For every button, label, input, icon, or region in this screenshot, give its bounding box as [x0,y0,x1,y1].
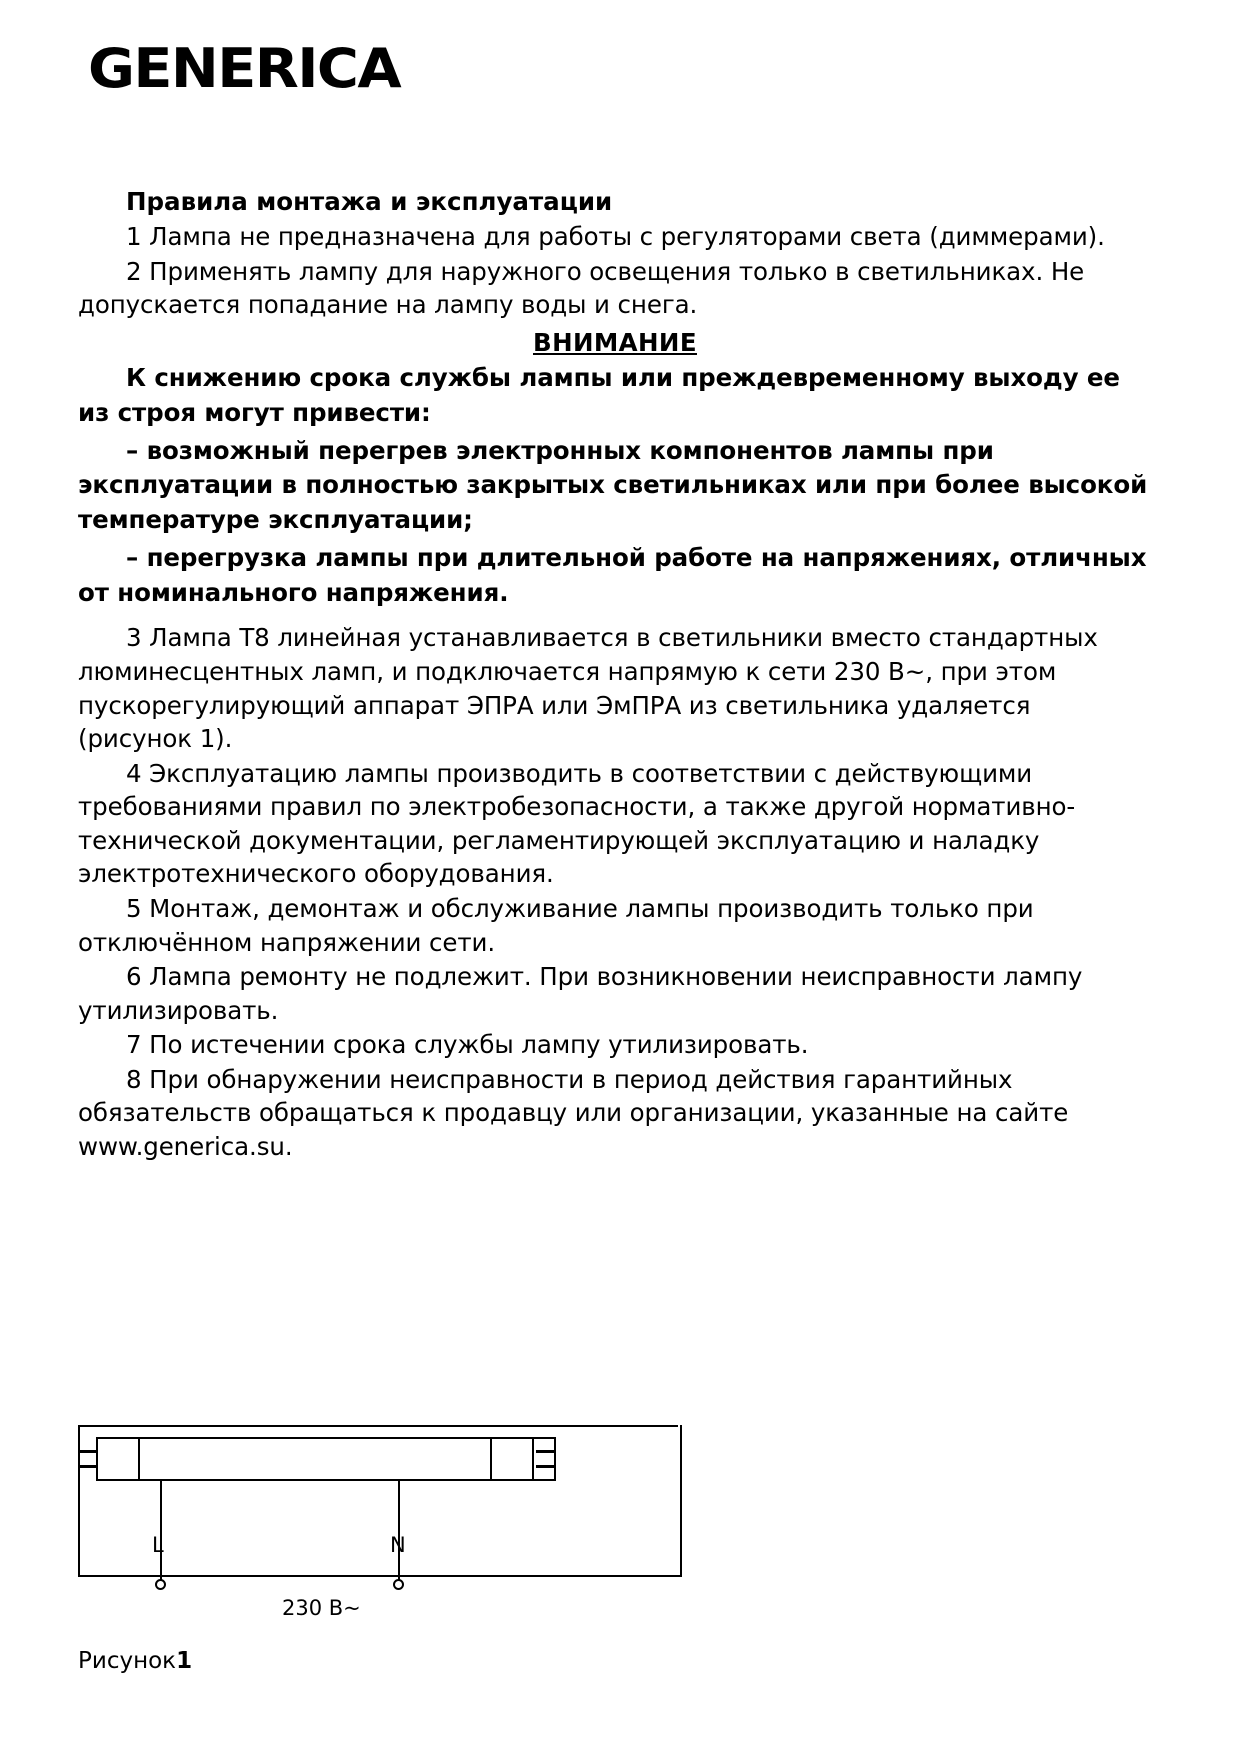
label-line-l: L [152,1533,164,1557]
attention-title: ВНИМАНИЕ [533,328,697,358]
terminal-n [393,1579,404,1590]
figure-caption-number: 1 [176,1648,193,1674]
tube-cap-right [490,1437,534,1481]
attention-bullet-2: – перегрузка лампы при длительной работе на напряжениях, отличных от номинального напряжения. [78,542,1147,607]
brand-logo: GENERICA [88,37,401,100]
rule-item-2: 2 Применять лампу для наружного освещения только в светильниках. Не допускается попадание на лампу воды и снега. [78,256,1085,320]
tube-pin-right-bottom [536,1465,556,1468]
document-body [78,186,1152,1164]
tube-pin-right-top [536,1450,556,1453]
attention-bullet-1: – возможный перегрев электронных компонентов лампы при эксплуатации в полностью закрытых светильниках или при более высокой температуре эксплуатации; [78,435,1148,535]
figure-caption-text: Рисунок [78,1648,177,1674]
tube-pin-left-top [78,1450,98,1453]
attention-lead: К снижению срока службы лампы или преждевременному выходу ее из строя могут привести: [78,363,1120,427]
lamp-tube-icon [78,1437,574,1481]
label-voltage: 230 В~ [282,1596,361,1620]
rule-item-1: 1 Лампа не предназначена для работы с регуляторами света (диммерами). [126,222,1105,252]
terminal-l [155,1579,166,1590]
tube-pin-left-bottom [78,1465,98,1468]
spacer [78,613,1152,621]
rule-item-4: 4 Эксплуатацию лампы производить в соответствии с действующими требованиями правил по электробезопасности, а также другой нормативно-технической документации, регламентирующей эксплуатацию и наладку электротехнического оборудования. [78,758,1076,889]
section-heading: Правила монтажа и эксплуатации [126,187,613,216]
rule-item-7: 7 По истечении срока службы лампу утилизировать. [126,1030,809,1060]
tube-body [96,1437,556,1481]
tube-cap-left [96,1437,140,1481]
rule-item-8: 8 При обнаружении неисправности в период действия гарантийных обязательств обращаться к продавцу или организации, указанные на сайте www.generica.su. [78,1064,1069,1161]
rule-item-3: 3 Лампа Т8 линейная устанавливается в светильники вместо стандартных люминесцентных ламп, и подключается напрямую к сети 230 В~, при этом пускорегулирующий аппарат ЭПРА или ЭмПРА из светильника удаляется (рисунок 1). [78,623,1098,754]
rule-item-5: 5 Монтаж, демонтаж и обслуживание лампы производить только при отключённом напряжении сети. [78,893,1034,957]
label-neutral-n: N [390,1533,406,1557]
figure-caption [78,1648,192,1674]
rule-item-6: 6 Лампа ремонту не подлежит. При возникновении неисправности лампу утилизировать. [78,962,1083,1025]
